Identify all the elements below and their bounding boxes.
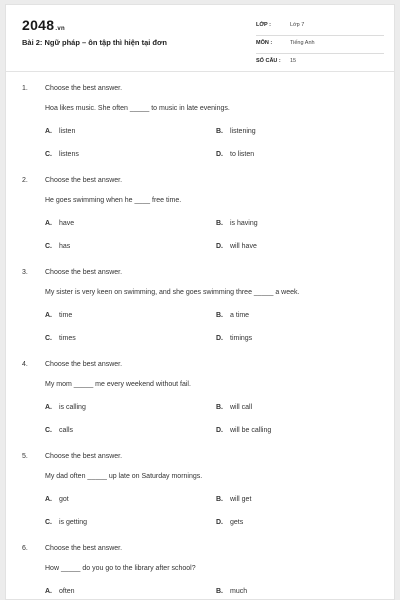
option-text: time	[59, 312, 73, 319]
option-letter: D.	[216, 151, 223, 158]
option-letter: B.	[216, 128, 223, 135]
question-instruction: Choose the best answer.	[45, 361, 123, 368]
option-text: timings	[230, 335, 253, 342]
question-1	[6, 85, 394, 177]
option-b[interactable]	[216, 312, 249, 319]
question-stem: My dad often _____ up late on Saturday mornings.	[45, 473, 203, 480]
question-stem: Hoa likes music. She often _____ to music in late evenings.	[45, 105, 230, 112]
meta-label: MÔN :	[256, 40, 273, 46]
option-letter: D.	[216, 427, 223, 434]
option-letter: D.	[216, 335, 223, 342]
meta-row-count	[256, 56, 384, 72]
option-c[interactable]	[45, 335, 76, 342]
question-6	[6, 545, 394, 600]
logo-suffix: .vn	[55, 26, 65, 32]
meta-value: Lớp 7	[290, 22, 305, 28]
meta-label: LỚP :	[256, 22, 271, 28]
option-letter: C.	[45, 427, 52, 434]
meta-row-subject	[256, 38, 384, 54]
option-d[interactable]	[216, 427, 271, 434]
option-text: listening	[230, 128, 256, 135]
question-instruction: Choose the best answer.	[45, 545, 123, 552]
site-logo[interactable]	[22, 17, 65, 33]
option-text: much	[230, 588, 248, 595]
option-text: is getting	[59, 519, 88, 526]
option-letter: C.	[45, 243, 52, 250]
lesson-title: Bài 2: Ngữ pháp – ôn tập thì hiện tại đơn	[22, 38, 167, 47]
option-text: often	[59, 588, 75, 595]
question-instruction: Choose the best answer.	[45, 453, 123, 460]
option-text: got	[59, 496, 69, 503]
option-a[interactable]	[45, 588, 75, 595]
option-text: is calling	[59, 404, 86, 411]
option-text: will have	[230, 243, 257, 250]
question-number: 4.	[22, 361, 28, 368]
question-stem: My sister is very keen on swimming, and she goes swimming three _____ a week.	[45, 289, 300, 296]
question-instruction: Choose the best answer.	[45, 85, 123, 92]
question-instruction: Choose the best answer.	[45, 177, 123, 184]
option-letter: A.	[45, 588, 52, 595]
option-text: have	[59, 220, 75, 227]
question-number: 3.	[22, 269, 28, 276]
option-text: calls	[59, 427, 74, 434]
option-text: times	[59, 335, 76, 342]
option-a[interactable]	[45, 312, 72, 319]
question-stem: He goes swimming when he ____ free time.	[45, 197, 182, 204]
question-number: 1.	[22, 85, 28, 92]
question-number: 5.	[22, 453, 28, 460]
worksheet-meta	[256, 20, 384, 74]
option-b[interactable]	[216, 496, 251, 503]
question-3	[6, 269, 394, 361]
option-d[interactable]	[216, 151, 254, 158]
option-c[interactable]	[45, 151, 79, 158]
option-a[interactable]	[45, 404, 86, 411]
question-2	[6, 177, 394, 269]
option-d[interactable]	[216, 335, 252, 342]
meta-value: Tiếng Anh	[290, 40, 315, 46]
question-5	[6, 453, 394, 545]
option-letter: C.	[45, 151, 52, 158]
option-text: will call	[230, 404, 253, 411]
worksheet	[5, 4, 395, 600]
option-d[interactable]	[216, 243, 257, 250]
option-letter: C.	[45, 335, 52, 342]
option-b[interactable]	[216, 220, 258, 227]
option-text: will be calling	[230, 427, 272, 434]
option-letter: B.	[216, 404, 223, 411]
question-number: 6.	[22, 545, 28, 552]
option-a[interactable]	[45, 220, 74, 227]
option-b[interactable]	[216, 588, 247, 595]
option-text: listen	[59, 128, 76, 135]
option-b[interactable]	[216, 404, 252, 411]
option-text: gets	[230, 519, 244, 526]
option-a[interactable]	[45, 496, 69, 503]
option-b[interactable]	[216, 128, 256, 135]
option-letter: A.	[45, 128, 52, 135]
meta-label: SỐ CÂU :	[256, 58, 281, 64]
question-stem: My mom _____ me every weekend without fail.	[45, 381, 191, 388]
option-c[interactable]	[45, 427, 73, 434]
option-letter: A.	[45, 496, 52, 503]
option-d[interactable]	[216, 519, 243, 526]
question-number: 2.	[22, 177, 28, 184]
option-letter: D.	[216, 243, 223, 250]
option-text: a time	[230, 312, 250, 319]
option-letter: D.	[216, 519, 223, 526]
option-text: listens	[59, 151, 79, 158]
question-stem: How _____ do you go to the library after school?	[45, 565, 196, 572]
option-a[interactable]	[45, 128, 75, 135]
option-letter: C.	[45, 519, 52, 526]
meta-value: 15	[290, 58, 297, 64]
question-list	[6, 85, 394, 600]
option-text: will get	[230, 496, 252, 503]
option-text: is having	[230, 220, 258, 227]
option-c[interactable]	[45, 243, 70, 250]
option-letter: B.	[216, 312, 223, 319]
option-c[interactable]	[45, 519, 87, 526]
option-letter: A.	[45, 220, 52, 227]
question-4	[6, 361, 394, 453]
header-divider	[6, 71, 394, 72]
option-text: has	[59, 243, 71, 250]
option-letter: A.	[45, 312, 52, 319]
option-letter: A.	[45, 404, 52, 411]
option-text: to listen	[230, 151, 255, 158]
option-letter: B.	[216, 496, 223, 503]
option-letter: B.	[216, 220, 223, 227]
question-instruction: Choose the best answer.	[45, 269, 123, 276]
option-letter: B.	[216, 588, 223, 595]
meta-row-class	[256, 20, 384, 36]
logo-text: 2048	[22, 17, 55, 33]
